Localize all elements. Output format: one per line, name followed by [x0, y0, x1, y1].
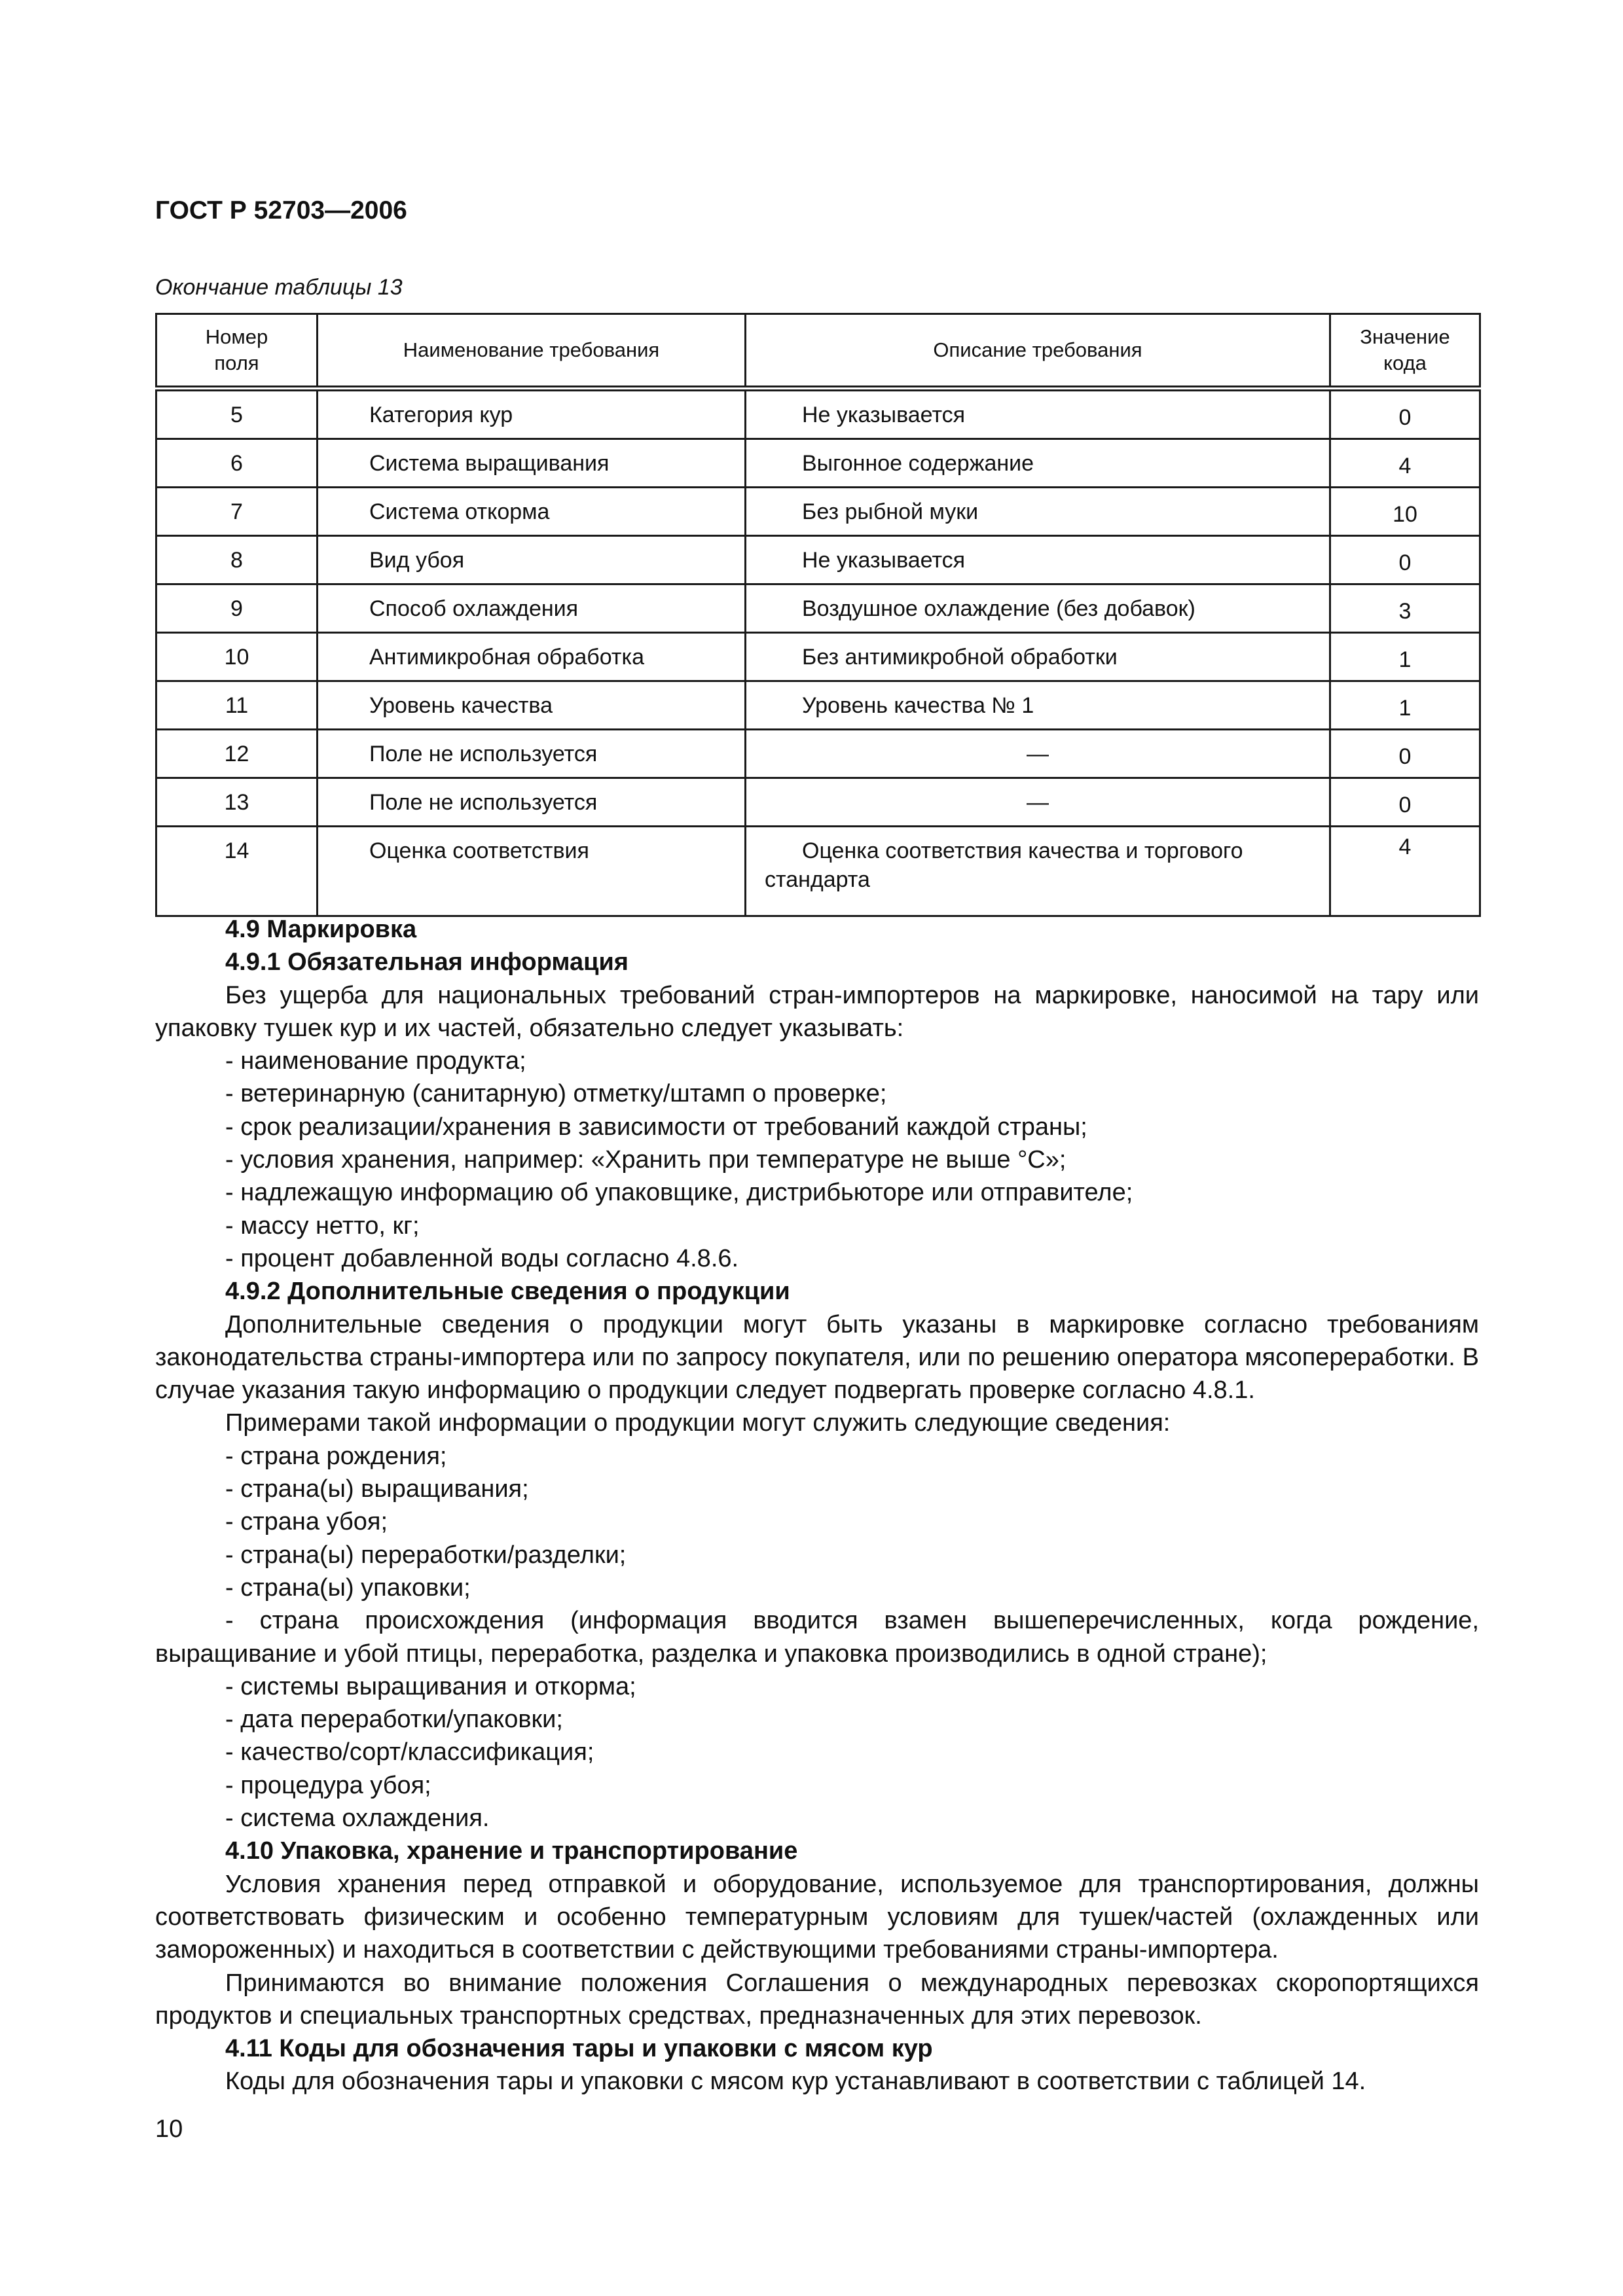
cell-code-value: 0: [1330, 730, 1480, 778]
list-item: - процент добавленной воды согласно 4.8.6.: [225, 1244, 739, 1272]
cell-field-number: 13: [156, 778, 318, 827]
list-item: - надлежащую информацию об упаковщике, дистрибьюторе или отправителе;: [225, 1179, 1133, 1207]
table-row: [156, 681, 1480, 730]
cell-field-number: 5: [156, 389, 318, 439]
table-row: [156, 584, 1480, 633]
cell-code-value: 3: [1330, 584, 1480, 633]
cell-requirement-name: Вид убоя: [318, 536, 746, 584]
paragraph: Коды для обозначения тары и упаковки с мясом кур устанавливают в соответствии с таблицей 14.: [225, 2068, 1366, 2096]
paragraph: Без ущерба для национальных требований стран-импортеров на маркировке, наносимой на тару или упаковку тушек кур и их частей, обязательно следует указывать:: [155, 981, 1479, 1042]
cell-code-value: 4: [1330, 827, 1480, 916]
cell-requirement-description: —: [746, 730, 1330, 778]
cell-code-value: 0: [1330, 389, 1480, 439]
cell-field-number: 14: [156, 827, 318, 916]
paragraph: Принимаются во внимание положения Соглашения о международных перевозках скоропортящихся продуктов и специальных транспортных средствах, предназначенных для этих перевозок.: [155, 1969, 1479, 2030]
section-heading-4-9-2: 4.9.2 Дополнительные сведения о продукции: [225, 1278, 790, 1306]
list-item: - страна происхождения (информация вводится взамен вышеперечисленных, когда рождение, выращивание и убой птицы, переработка, разделка и упаковка производились в одной стране);: [155, 1607, 1479, 1668]
cell-code-value: 0: [1330, 536, 1480, 584]
table-row: [156, 389, 1480, 439]
section-heading-4-9-1: 4.9.1 Обязательная информация: [225, 948, 629, 977]
column-header-code-value: Значение кода: [1330, 314, 1480, 389]
cell-field-number: 12: [156, 730, 318, 778]
cell-requirement-name: Уровень качества: [318, 681, 746, 730]
cell-requirement-name: Антимикробная обработка: [318, 633, 746, 681]
cell-requirement-name: Поле не используется: [318, 730, 746, 778]
paragraph: Примерами такой информации о продукции могут служить следующие сведения:: [225, 1409, 1171, 1437]
cell-requirement-name: Система выращивания: [318, 439, 746, 488]
cell-field-number: 11: [156, 681, 318, 730]
table-caption: Окончание таблицы 13: [155, 275, 403, 300]
list-item: - система охлаждения.: [225, 1804, 490, 1833]
table-row: [156, 730, 1480, 778]
cell-field-number: 9: [156, 584, 318, 633]
column-header-requirement-description: Описание требования: [746, 314, 1330, 389]
cell-code-value: 10: [1330, 488, 1480, 536]
document-body: [155, 913, 1479, 2098]
cell-field-number: 6: [156, 439, 318, 488]
cell-field-number: 7: [156, 488, 318, 536]
cell-code-value: 1: [1330, 633, 1480, 681]
cell-requirement-name: Система откорма: [318, 488, 746, 536]
list-item: - дата переработки/упаковки;: [225, 1706, 563, 1734]
cell-requirement-description: Не указывается: [746, 389, 1330, 439]
column-header-requirement-name: Наименование требования: [318, 314, 746, 389]
cell-requirement-description: Оценка соответствия качества и торгового стандарта: [746, 827, 1330, 916]
section-heading-4-10: 4.10 Упаковка, хранение и транспортирование: [225, 1837, 798, 1865]
cell-code-value: 4: [1330, 439, 1480, 488]
cell-field-number: 10: [156, 633, 318, 681]
list-item: - страна(ы) упаковки;: [225, 1573, 471, 1602]
table-row: [156, 827, 1480, 916]
cell-requirement-name: Категория кур: [318, 389, 746, 439]
list-item: - страна рождения;: [225, 1442, 447, 1470]
section-heading-4-11: 4.11 Коды для обозначения тары и упаковки с мясом кур: [225, 2035, 933, 2063]
list-item: - страна(ы) переработки/разделки;: [225, 1541, 627, 1569]
list-item: - страна(ы) выращивания;: [225, 1475, 529, 1503]
column-header-field-number: Номер поля: [156, 314, 318, 389]
cell-code-value: 0: [1330, 778, 1480, 827]
list-item: - качество/сорт/классификация;: [225, 1738, 594, 1767]
cell-requirement-description: Без рыбной муки: [746, 488, 1330, 536]
cell-requirement-name: Оценка соответствия: [318, 827, 746, 916]
list-item: - страна убоя;: [225, 1508, 388, 1536]
cell-requirement-description: Уровень качества № 1: [746, 681, 1330, 730]
list-item: - процедура убоя;: [225, 1771, 431, 1799]
requirements-table: [155, 313, 1481, 917]
list-item: - наименование продукта;: [225, 1047, 526, 1075]
cell-requirement-description: Без антимикробной обработки: [746, 633, 1330, 681]
paragraph: Дополнительные сведения о продукции могут быть указаны в маркировке согласно требованиям законодательства страны-импортера или по запросу покупателя, или по решению оператора мясопереработки. В случае указания такую информацию о продукции следует подвергать проверке согласно 4.8.1.: [155, 1310, 1479, 1405]
cell-requirement-name: Поле не используется: [318, 778, 746, 827]
list-item: - массу нетто, кг;: [225, 1211, 420, 1240]
cell-field-number: 8: [156, 536, 318, 584]
cell-code-value: 1: [1330, 681, 1480, 730]
page-number: 10: [155, 2115, 183, 2143]
paragraph: Условия хранения перед отправкой и оборудование, используемое для транспортирования, должны соответствовать физическим и особенно температурным условиям для тушек/частей (охлажденных или замороженных) и находиться в соответствии с действующими требованиями страны-импортера.: [155, 1870, 1479, 1964]
list-item: - условия хранения, например: «Хранить при температуре не выше °С»;: [225, 1146, 1067, 1174]
cell-requirement-description: Воздушное охлаждение (без добавок): [746, 584, 1330, 633]
list-item: - срок реализации/хранения в зависимости от требований каждой страны;: [225, 1113, 1087, 1141]
document-header: ГОСТ Р 52703—2006: [155, 196, 407, 224]
table-row: [156, 536, 1480, 584]
table-row: [156, 439, 1480, 488]
cell-requirement-description: Не указывается: [746, 536, 1330, 584]
table-row: [156, 488, 1480, 536]
section-heading-4-9: 4.9 Маркировка: [225, 916, 417, 943]
cell-requirement-description: Выгонное содержание: [746, 439, 1330, 488]
cell-requirement-description: —: [746, 778, 1330, 827]
table-row: [156, 633, 1480, 681]
table-row: [156, 778, 1480, 827]
table-header-row: [156, 314, 1480, 389]
cell-requirement-name: Способ охлаждения: [318, 584, 746, 633]
list-item: - ветеринарную (санитарную) отметку/штамп о проверке;: [225, 1080, 887, 1108]
list-item: - системы выращивания и откорма;: [225, 1672, 636, 1700]
